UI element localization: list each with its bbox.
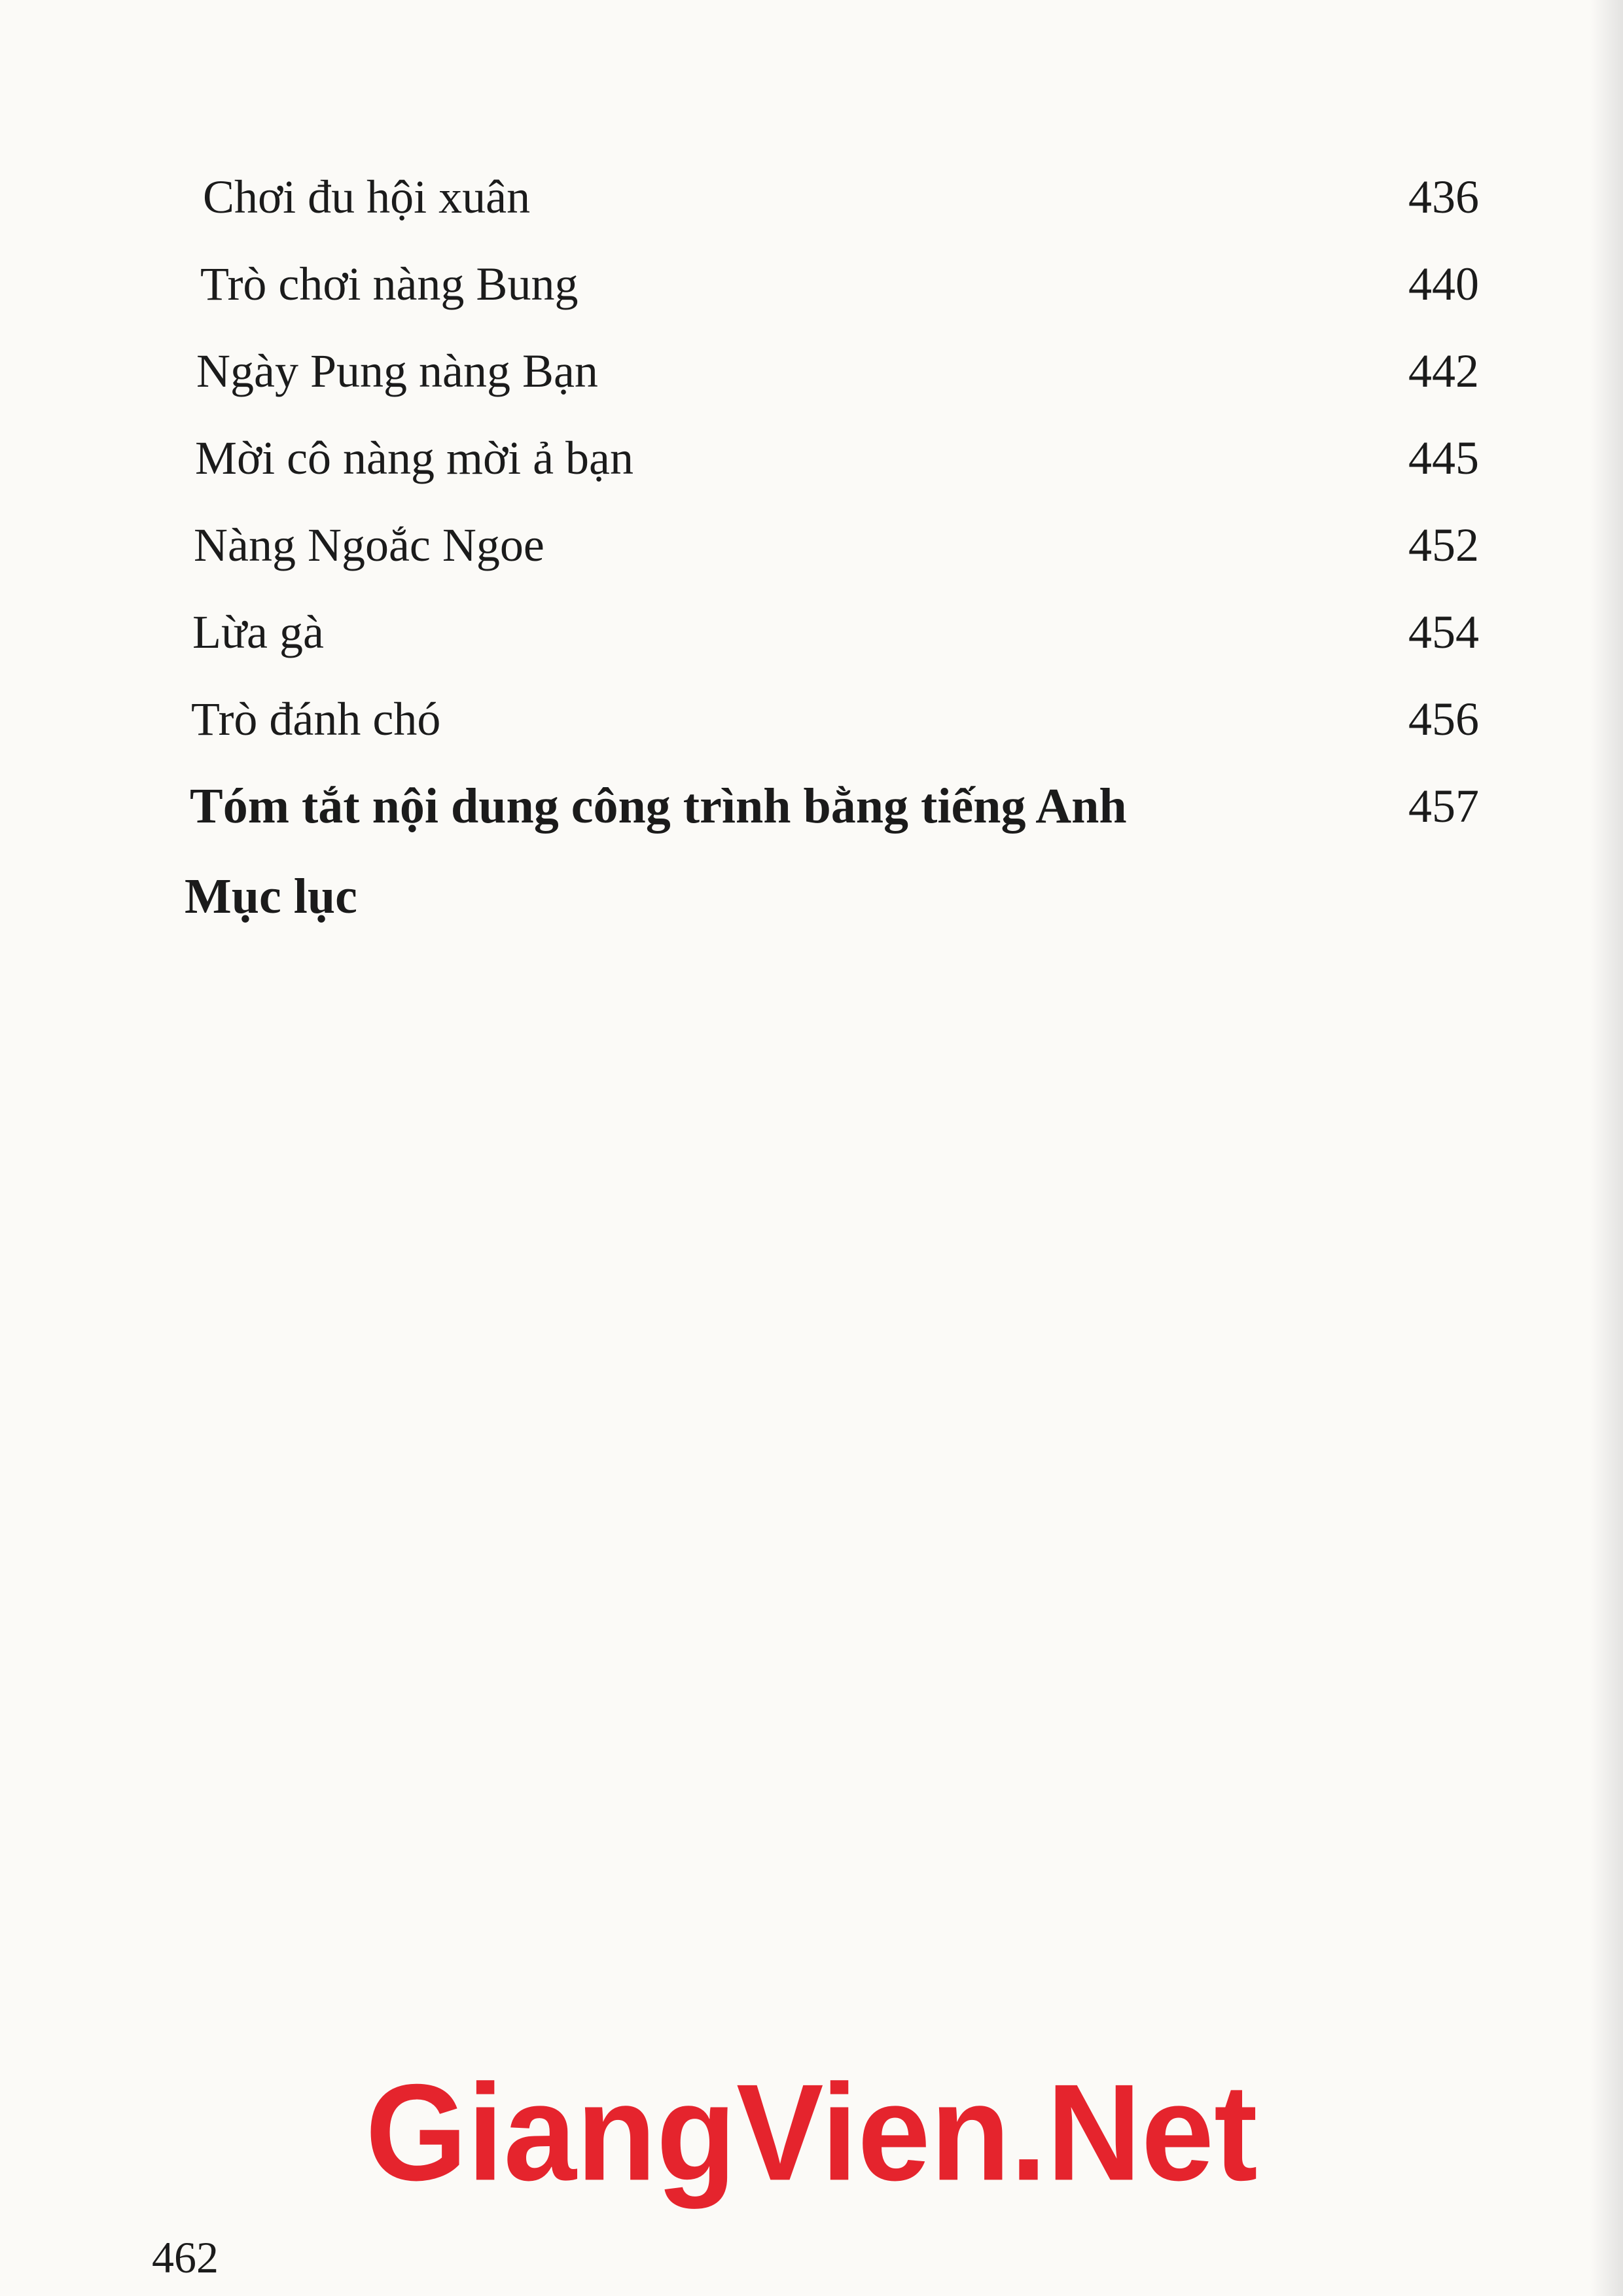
toc-row — [177, 676, 1479, 763]
page-number: 462 — [152, 2233, 219, 2282]
watermark-logo: GiangVien.Net — [365, 2056, 1258, 2210]
toc-title: Lừa gà — [192, 606, 324, 658]
toc-title: Tóm tắt nội dung công trình bằng tiếng Anh — [190, 779, 1127, 834]
toc-row — [177, 154, 1479, 241]
toc-row — [177, 502, 1479, 589]
toc-title: Nàng Ngoắc Ngoe — [194, 519, 544, 571]
toc-row — [177, 763, 1479, 850]
toc-page-number: 457 — [1408, 780, 1479, 832]
toc-page-number: 442 — [1408, 345, 1479, 397]
toc-row — [177, 589, 1479, 676]
toc-row — [177, 328, 1479, 415]
table-of-contents — [177, 154, 1479, 850]
toc-title: Trò đánh chó — [191, 693, 441, 745]
toc-title: Mời cô nàng mời ả bạn — [195, 432, 634, 484]
toc-title: Ngày Pung nàng Bạn — [196, 345, 598, 397]
toc-title: Chơi đu hội xuân — [203, 171, 531, 223]
toc-page-number: 452 — [1408, 519, 1479, 571]
toc-title: Trò chơi nàng Bung — [200, 258, 579, 310]
toc-page-number: 445 — [1408, 432, 1479, 484]
toc-page-number: 456 — [1408, 693, 1479, 745]
toc-page-number: 440 — [1408, 258, 1479, 310]
toc-row — [177, 241, 1479, 328]
section-heading: Mục lục — [185, 869, 357, 924]
toc-page-number: 454 — [1408, 606, 1479, 658]
page-edge-shadow — [1590, 0, 1623, 2296]
toc-page-number: 436 — [1408, 171, 1479, 223]
toc-row — [177, 415, 1479, 502]
